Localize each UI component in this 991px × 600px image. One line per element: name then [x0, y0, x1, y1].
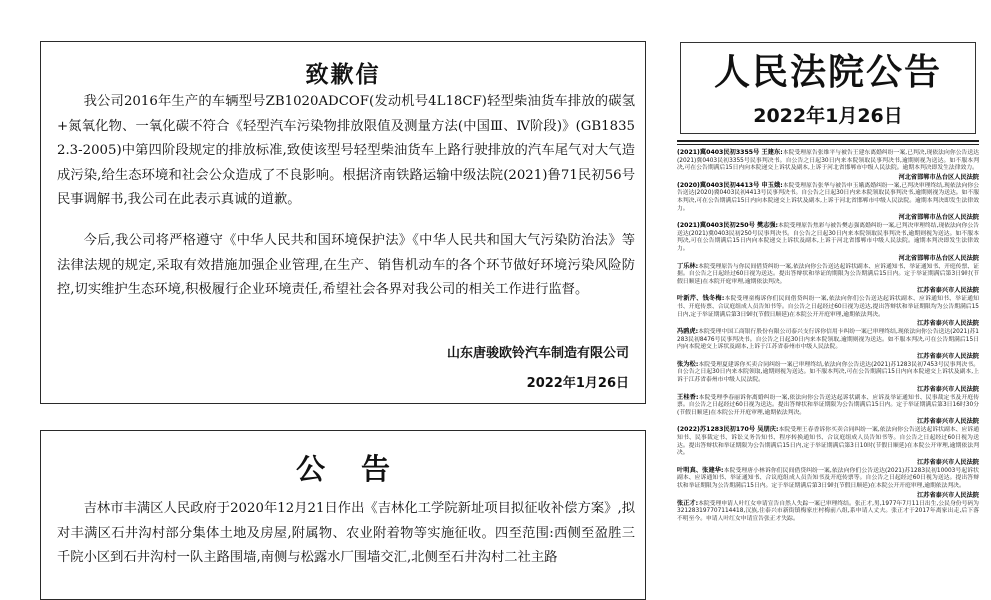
- notice-paragraph: 吉林市丰满区人民政府于2020年12月21日作出《吉林化工学院新址项目拟征收补偿方案》,拟对丰满区石井沟村部分集体土地及房屋,附属物、农业附着物等实施征收。四至范围:西侧至盈胜三千院小区到石井沟村一队主路围墙,南侧与松露水厂围墙交汇,北侧至石井沟村二社主路: [57, 501, 635, 565]
- court-entry-text: 本院受理申请人叶红女申请宣告自然人失踪一案已审理终结。张正才,男,1977年7月11日出生,公民身份号码为321283197707114418,汉族,住泰兴市新街镇梅家庄村梅前八组,系申请人丈夫。张正才于2017年离家出走,后下落不明至今。申请人叶红女申请宣告张正才失踪。: [677, 500, 979, 522]
- court-entry-party: 吴朋庆:: [755, 426, 779, 434]
- court-entry-head: 张正才:: [677, 499, 699, 507]
- court-entry: [677, 467, 979, 491]
- court-entry-court-name: 河北省邯郸市丛台区人民法院: [898, 254, 979, 262]
- apology-letter-box: [40, 41, 646, 404]
- court-entry-head: (2022)苏1283民初170号: [677, 426, 756, 434]
- court-entry-head: 王桂香:: [677, 393, 699, 401]
- court-entry: [677, 361, 979, 385]
- court-entry-court-name: 河北省邯郸市丛台区人民法院: [898, 173, 979, 181]
- apology-paragraph-1: 我公司2016年生产的车辆型号ZB1020ADCOF(发动机号4L18CF)轻型柴油货车排放的碳氢+氮氧化物、一氧化碳不符合《轻型汽车污染物排放限值及测量方法(中国Ⅲ、Ⅳ阶段)》(GB18352.3-2005)中第四阶段规定的排放标准,致使该型号轻型柴油货车上路行驶排放的汽车尾气对大气造成污染,给生态环境和社会公众造成了不良影响。根据济南铁路运输中级法院(2021)鲁71民初56号民事调解书,我公司在此表示真诚的道歉。: [57, 94, 635, 207]
- court-entry-text: 本院受理童梅诉你们民间借贷纠纷一案,依法向你们公告送达起诉状副本、应诉通知书、举证通知书、开庭传票、合议庭组成人员告知书等。自公告之日起经过60日视为送达,提出答辩状和举证期限均为公告期满后15日内,定于举证期满后第3日9时(节假日顺延)在本院公开开庭审理,逾期依法判决。: [677, 296, 979, 318]
- divider: [677, 144, 979, 145]
- court-entry-head: 叶新芹、钱冬梅:: [677, 295, 725, 303]
- court-entry-text: 本院受理夏建诉你买卖合同纠纷一案已审理终结,依法向你公告送达(2021)苏1283民初7453号民事判决书。自公告之日起30日内来本院领取,逾期则视为送达。如不服本判决,可在公告期满后15日内向本院递交上诉状及副本,上诉于江苏省泰州市中级人民法院。: [677, 361, 979, 384]
- court-entry-court-name: 江苏省泰兴市人民法院: [917, 385, 979, 393]
- court-entries-list: [677, 149, 979, 524]
- court-entry-head: (2020)冀0403民初4413号: [677, 181, 760, 189]
- court-entry: [677, 182, 979, 213]
- court-entry-head: 冯鸥虎:: [677, 328, 699, 336]
- court-entry-party: 申玉娥:: [759, 181, 783, 189]
- court-banner: [680, 42, 976, 134]
- court-entry-text: 本院受理原告与你民间借贷纠纷一案,依法向你公告送达起诉状副本、应诉通知书、举证通知书、开庭传票、证据。自公告之日起经过60日视为送达。提出答辩状和举证的期限为公告期满后15日内。定于举证期满后第3日9时(节假日顺延)在本院开庭审理,逾期依法判决。: [677, 263, 979, 285]
- court-entry: [677, 149, 979, 173]
- court-entry: [677, 426, 979, 457]
- court-entry-court-name: 江苏省泰兴市人民法院: [917, 491, 979, 499]
- apology-title: 致歉信: [305, 62, 381, 88]
- court-entry-head: (2021)冀0403民初250号: [677, 222, 755, 230]
- court-entry: [677, 222, 979, 253]
- court-entry-court-name: 江苏省泰兴市人民法院: [917, 418, 979, 426]
- public-notice-box: [40, 430, 646, 600]
- court-entry-party: 王建东:: [759, 149, 783, 156]
- court-entry-head: 叶明真、张建华:: [677, 466, 724, 474]
- court-entry-head: 丁乐林:: [677, 262, 699, 270]
- apology-company: 山东唐骏欧铃汽车制造有限公司: [446, 346, 629, 361]
- court-entry-court-name: 江苏省泰兴市人民法院: [917, 287, 979, 295]
- court-entry: [677, 295, 979, 319]
- apology-paragraph-2: 今后,我公司将严格遵守《中华人民共和国环境保护法》《中华人民共和国大气污染防治法》等法律法规的规定,采取有效措施加强企业管理,在生产、销售机动车的各个环节做好环境污染风险防控,切实维护生态环境,积极履行企业环境责任,希望社会各界对我公司的相关工作进行监督。: [57, 233, 635, 297]
- court-entry-court-name: 江苏省泰兴市人民法院: [917, 352, 979, 360]
- court-entry: [677, 394, 979, 418]
- court-entry-text: 本院受理季春丽诉你离婚纠纷一案,依法向你公告送达起诉状副本、应诉及举证通知书、民事裁定书及开庭传票。自公告之日起经过60日视为送达。提出答辩状和举证期限为公告期满后15日内。定于举证期满后第3日16时30分(节假日顺延)在本院公开开庭审理,逾期依法判决。: [677, 394, 979, 416]
- court-entry-court-name: 河北省邯郸市丛台区人民法院: [898, 214, 979, 222]
- court-entry-text: 本院受理唐小林诉你们民间借贷纠纷一案,依法向你们公告送达(2021)苏1283民初10003号起诉状副本、应诉通知书、举证通知书、合议庭组成人员告知书及开庭传票等。自公告之日起经过60日视为送达。提出答辩状和举证期限为公告期满后15日内。定于举证期满后第3日9时(节假日顺延)在本院公开开庭审理,逾期依法判决。: [677, 467, 979, 489]
- court-entry: [677, 263, 979, 287]
- court-announcements: [677, 40, 979, 600]
- court-banner-date: 2022年1月26日: [753, 105, 903, 127]
- notice-title: 公告: [295, 452, 426, 486]
- court-banner-title: 人民法院公告: [713, 51, 942, 93]
- court-entry-head: 张为松:: [677, 360, 699, 368]
- apology-date: 2022年1月26日: [526, 376, 629, 391]
- court-entry-text: 本院受理原告张维平与被告王建东离婚纠纷一案,已判决,现依法向你公告送达(2021)冀0403民初3355号民事判决书。自公告之日起30日内来本院领取民事判决书,逾期则视为送达。如不服本判决,可在公告期满后15日内向本院递交上诉状及副本,上诉于河北省邯郸市中级人民法院。逾期本判决即发生法律效力。: [677, 150, 979, 172]
- court-entry-text: 本院受理原告张华与被告申玉娥离婚纠纷一案,已判决审理终结,现依法向你公告送达(2020)冀0403民初4413号民事判决书。自公告之日起30日内来本院领取民事判决书,逾期则视为送达。如不服本判决,可在公告期满后15日内向本院递交上诉状及副本,上诉于河北省邯郸市中级人民法院。逾期本判决即发生法律效力。: [677, 182, 979, 212]
- court-entry: [677, 328, 979, 352]
- court-entry-head: (2021)冀0403民初3355号: [677, 149, 760, 156]
- court-entry: [677, 500, 979, 524]
- court-entry-text: 本院受理中国工商银行股份有限公司泰兴支行诉你信用卡纠纷一案已审理终结,现依法向你公告送达(2021)苏1283民初8476号民事判决书。自公告之日起30日内来本院领取,逾期则视为送达。如不服本判决,可在公告期满后15日内向本院递交上诉状及副本,上诉于江苏省泰州市中级人民法院。: [677, 329, 979, 351]
- court-entry-text: 本院受理原告焦彩与被告樊志强离婚纠纷一案,已判决审理终结,现依法向你公告送达(2021)冀0403民初250号民事判决书。自公告之日起30日内来本院领取民事判决书,逾期则视为送达。如不服本判决,可在公告期满后15日内向本院递交上诉状及副本,上诉于河北省邯郸市中级人民法院。逾期本判决即发生法律效力。: [677, 223, 979, 252]
- court-entry-party: 樊志强:: [754, 222, 779, 230]
- divider: [677, 140, 979, 142]
- court-entry-text: 本院受理王春香诉你买卖合同纠纷一案,依法向你公告送达起诉状副本、应诉通知书、民事裁定书、诉讼义务告知书、程序转换通知书、合议庭组成人员告知书等。自公告之日起经过60日视为送达。提出答辩状和举证期限为公告期满后15日内,定于举证期满后第3日10时(节假日顺延)在本院公开审理,逾期依法判决。: [677, 427, 979, 457]
- court-entry-court-name: 江苏省泰兴市人民法院: [917, 320, 979, 328]
- court-entry-court-name: 江苏省泰兴市人民法院: [917, 458, 979, 466]
